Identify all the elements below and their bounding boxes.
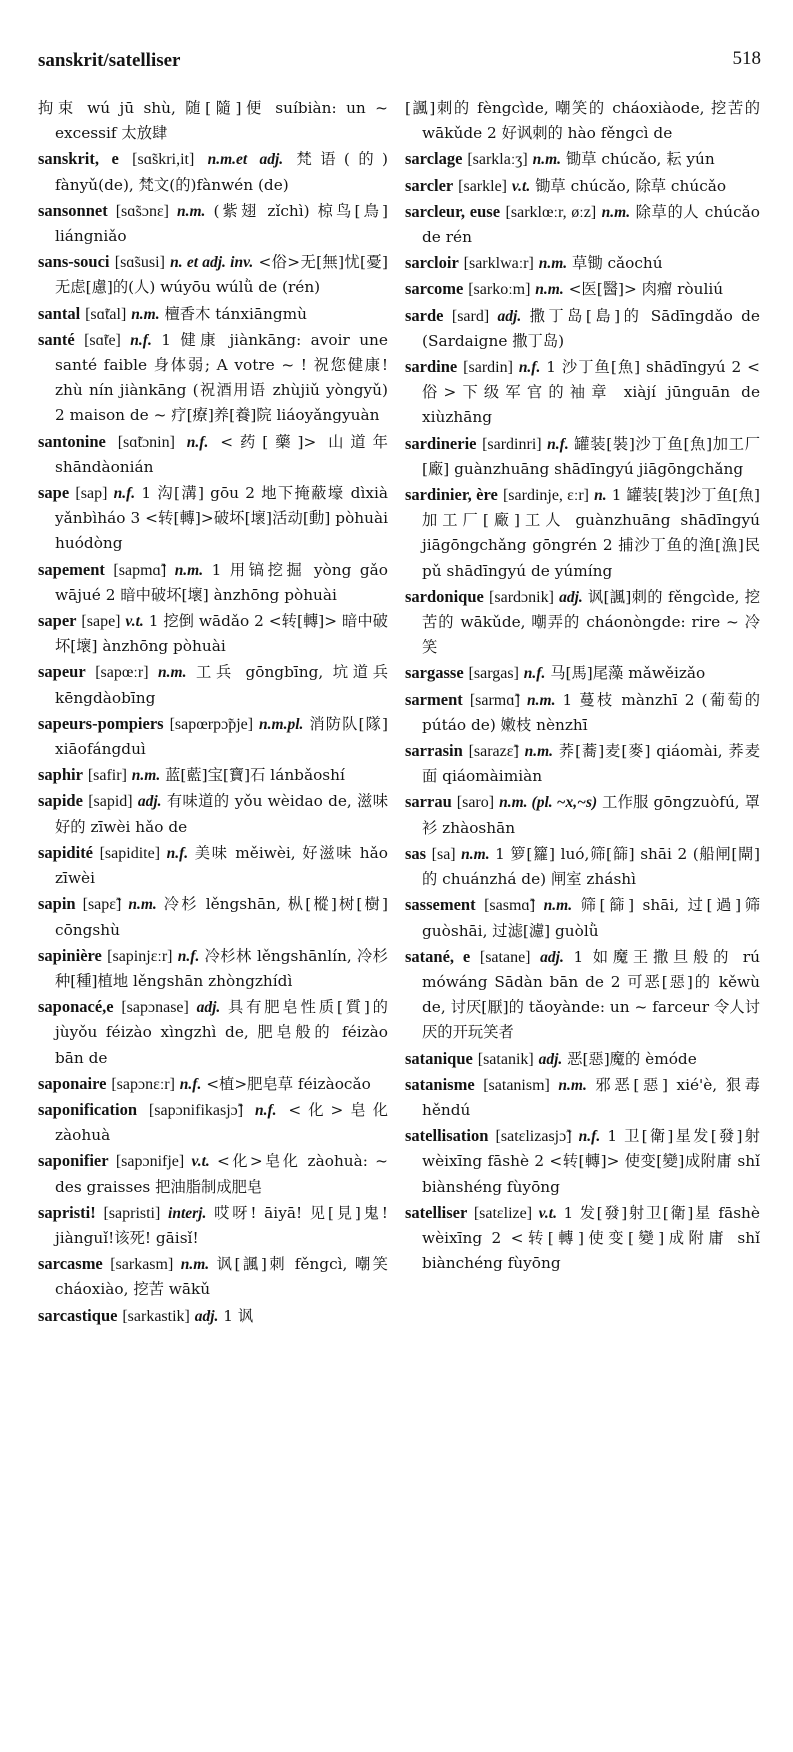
dictionary-entry bbox=[38, 301, 388, 327]
entry-headword: sapement bbox=[38, 559, 105, 579]
entry-headword: sardinerie bbox=[405, 433, 477, 453]
entry-grammar: adj. bbox=[559, 588, 583, 606]
dictionary-entry bbox=[405, 250, 760, 276]
entry-grammar: n.f. bbox=[186, 433, 209, 451]
entry-headword: sapinière bbox=[38, 945, 102, 965]
dictionary-entry bbox=[38, 557, 388, 608]
entry-grammar: adj. bbox=[497, 307, 522, 325]
entry-grammar: n.m. bbox=[128, 896, 157, 914]
entry-phonetic: [satanik] bbox=[477, 1050, 534, 1068]
entry-definition: <医[醫]> 肉瘤 ròuliú bbox=[568, 280, 724, 299]
dictionary-entry bbox=[405, 173, 760, 199]
entry-definition: 撒丁岛[島]的 Sādīngdǎo de (Sardaigne 撒丁岛) bbox=[422, 306, 760, 350]
dictionary-entry bbox=[405, 431, 760, 482]
entry-definition: 哎呀! āiyā! 见[見]鬼! jiànguǐ!该死! gāisǐ! bbox=[55, 1203, 388, 1247]
entry-headword: sarcasme bbox=[38, 1254, 103, 1274]
entry-grammar: n.f. bbox=[578, 1128, 601, 1146]
entry-phonetic: [sapidite] bbox=[99, 844, 161, 862]
dictionary-entry bbox=[405, 687, 760, 738]
entry-headword: sanskrit, e bbox=[38, 149, 119, 169]
entry-phonetic: [sarkle] bbox=[458, 177, 507, 195]
entry-definition: 1 健康 jiànkāng: avoir une santé faible 身体弱; A votre ~ ! 祝您健康! zhù nín jiànkāng (祝酒用语 zhùjiǔ yòngyǔ) 2 maison de ~ 疗[療]养[養]院 liáoyǎngyuàn bbox=[55, 330, 388, 425]
entry-definition: (紫翅 zǐchì) 椋鸟[鳥] liángniǎo bbox=[55, 201, 388, 246]
entry-definition: 1 箩[籮] luó,筛[篩] shāi 2 (船闸[閘]的 chuánzhá de) 闸室 zháshì bbox=[422, 844, 760, 889]
entry-headword: sarrasin bbox=[405, 741, 463, 761]
dictionary-entry bbox=[405, 199, 760, 250]
entry-headword: sarcastique bbox=[38, 1305, 118, 1325]
entry-grammar: n.m. bbox=[131, 767, 161, 785]
entry-phonetic: [sasmɑ̃] bbox=[484, 897, 536, 915]
entry-phonetic: [saro] bbox=[456, 794, 495, 812]
dictionary-entry bbox=[405, 1200, 760, 1277]
entry-grammar: adj. bbox=[194, 1307, 219, 1325]
entry-phonetic: [sapinjɛːr] bbox=[107, 947, 173, 965]
dictionary-entry bbox=[405, 584, 760, 661]
dictionary-entry bbox=[38, 1251, 388, 1302]
entry-definition: 马[馬]尾藻 mǎwěizǎo bbox=[550, 664, 706, 683]
dictionary-entry bbox=[38, 96, 388, 146]
entry-phonetic: [sardinri] bbox=[482, 435, 542, 453]
entry-headword: satanisme bbox=[405, 1074, 475, 1094]
entry-phonetic: [sarkastik] bbox=[122, 1307, 190, 1325]
dictionary-entry bbox=[405, 789, 760, 840]
entry-grammar: v.t. bbox=[125, 613, 144, 631]
entry-phonetic: [sɑ̃sɔnɛ] bbox=[115, 202, 169, 220]
entry-headword: saper bbox=[38, 611, 77, 631]
dictionary-entry bbox=[38, 1303, 388, 1329]
entry-headword: sarcloir bbox=[405, 253, 459, 273]
entry-phonetic: [sɑ̃susi] bbox=[114, 254, 165, 272]
entry-grammar: v.t. bbox=[191, 1153, 210, 1171]
entry-headword: sarment bbox=[405, 689, 463, 709]
entry-grammar: n.m. bbox=[535, 281, 564, 299]
entry-phonetic: [satɛlize] bbox=[473, 1204, 533, 1222]
entry-headword: santonine bbox=[38, 431, 106, 451]
entry-headword: sarde bbox=[405, 305, 444, 325]
entry-definition: 檀香木 tánxiāngmù bbox=[164, 304, 308, 323]
dictionary-entry bbox=[38, 1071, 388, 1097]
entry-grammar: n. et adj. inv. bbox=[170, 254, 254, 272]
entry-phonetic: [sapristi] bbox=[103, 1204, 161, 1222]
entry-headword: sansonnet bbox=[38, 200, 108, 220]
entry-grammar: n.m. bbox=[532, 151, 562, 169]
entry-phonetic: [sapɔnifje] bbox=[115, 1153, 185, 1171]
entry-grammar: n.f. bbox=[179, 1075, 202, 1093]
right-column bbox=[405, 96, 760, 1276]
entry-definition: 邪恶[惡] xié'è, 狠毒 hěndú bbox=[422, 1075, 760, 1119]
entry-headword: saponacé,e bbox=[38, 997, 114, 1017]
entry-definition: 梵语(的) fànyǔ(de), 梵文(的)fànwén (de) bbox=[55, 150, 389, 194]
entry-grammar: n.m. bbox=[524, 743, 554, 761]
entry-definition: 罐装[裝]沙丁鱼[魚]加工厂[廠] guànzhuāng shādīngyú jiāgōngchǎng bbox=[422, 434, 761, 478]
entry-headword: sapin bbox=[38, 894, 76, 914]
entry-grammar: n.f. bbox=[113, 485, 136, 503]
dictionary-entry bbox=[405, 944, 760, 1046]
entry-grammar: n.f. bbox=[523, 665, 546, 683]
entry-headword: sape bbox=[38, 483, 70, 503]
entry-definition: 筛[篩] shāi, 过[過]筛 guòshāi, 过滤[濾] guòlǜ bbox=[422, 896, 760, 940]
dictionary-entry bbox=[38, 1097, 388, 1148]
entry-headword: sarcome bbox=[405, 279, 464, 299]
entry-phonetic: [sarklwaːr] bbox=[463, 255, 534, 273]
entry-phonetic: [satɛlizasjɔ̃] bbox=[495, 1128, 572, 1146]
entry-phonetic: [sardinje, ɛːr] bbox=[502, 487, 589, 505]
entry-definition: 1 蔓枝 mànzhī 2 (葡萄的 pútáo de) 嫩枝 nènzhī bbox=[422, 690, 760, 734]
entry-headword: santé bbox=[38, 329, 75, 349]
entry-definition: 1 如魔王撒旦般的 rú mówáng Sādàn bān de 2 可恶[惡]的 kěwù de, 讨厌[厭]的 tǎoyànde: un ~ farceur 令人讨厌的开玩笑者 bbox=[422, 947, 760, 1042]
entry-phonetic: [sapɔnifikasjɔ̃] bbox=[148, 1101, 244, 1119]
entry-headword: satelliser bbox=[405, 1202, 468, 1222]
entry-definition: 美味 měiwèi, 好滋味 hǎo zīwèi bbox=[55, 843, 388, 888]
dictionary-entry bbox=[405, 146, 760, 172]
entry-definition: <化>皂化 zàohuà bbox=[55, 1100, 388, 1145]
entry-grammar: n.f. bbox=[166, 844, 189, 862]
entry-phonetic: [sargas] bbox=[468, 665, 519, 683]
dictionary-entry bbox=[38, 608, 388, 659]
entry-headword: sapide bbox=[38, 791, 83, 811]
entry-phonetic: [sarmɑ̃] bbox=[469, 691, 520, 709]
dictionary-entry bbox=[38, 943, 388, 994]
entry-phonetic: [safir] bbox=[87, 767, 127, 785]
entry-headword: sassement bbox=[405, 895, 476, 915]
entry-grammar: v.t. bbox=[538, 1204, 557, 1222]
dictionary-entry bbox=[38, 146, 388, 197]
running-head-guide-words: sanskrit/satelliser bbox=[38, 50, 181, 71]
entry-grammar: n.f. bbox=[254, 1101, 277, 1119]
entry-headword: sapeurs-pompiers bbox=[38, 713, 164, 733]
entry-definition: 1 卫[衛]星发[發]射 wèixīng fāshè 2 <转[轉]> 使变[變]成附庸 shǐ biànshéng fùyōng bbox=[422, 1127, 760, 1196]
entry-headword: saponifier bbox=[38, 1151, 109, 1171]
entry-definition: 1 发[發]射卫[衛]星 fāshè wèixīng 2 <转[轉]使变[變]成附庸 shǐ biànchéng fùyōng bbox=[422, 1203, 760, 1273]
entry-headword: sardine bbox=[405, 357, 458, 377]
entry-definition: <俗>无[無]忧[憂]无虑[慮]的(人) wúyōu wúlǜ de (rén) bbox=[55, 253, 388, 297]
entry-grammar: n.m.et adj. bbox=[207, 151, 284, 169]
entry-grammar: adj. bbox=[538, 1050, 563, 1068]
entry-phonetic: [sarklœːr, øːz] bbox=[505, 203, 597, 221]
dictionary-entry bbox=[405, 276, 760, 302]
entry-headword: saponaire bbox=[38, 1073, 107, 1093]
entry-phonetic: [sa] bbox=[431, 845, 456, 863]
entry-definition: 冷杉林 lěngshānlín, 冷杉种[種]植地 lěngshān zhòngzhídì bbox=[55, 946, 388, 990]
entry-definition: 草锄 cǎochú bbox=[572, 254, 663, 273]
entry-definition: <药[藥]> 山道年 shāndàonián bbox=[55, 432, 388, 476]
dictionary-entry bbox=[38, 762, 388, 788]
entry-definition: 消防队[隊] xiāofángduì bbox=[55, 714, 388, 759]
entry-definition: 工作服 gōngzuòfú, 罩衫 zhàoshān bbox=[422, 793, 760, 837]
entry-phonetic: [sapɛ̃] bbox=[82, 896, 122, 914]
entry-phonetic: [sard] bbox=[451, 307, 490, 325]
left-column bbox=[38, 96, 388, 1329]
entry-phonetic: [sɑ̃tal] bbox=[85, 305, 127, 323]
entry-grammar: v.t. bbox=[511, 177, 531, 195]
entry-grammar: adj. bbox=[540, 948, 564, 966]
entry-grammar: n.m. bbox=[461, 845, 490, 863]
entry-definition: 讽[諷]刺的 fěngcìde, 挖苦的 wākǔde, 嘲弄的 cháonòngde: rire ~ 冷笑 bbox=[422, 587, 760, 657]
entry-definition: [諷]刺的 fèngcìde, 嘲笑的 cháoxiàode, 挖苦的 wākǔde 2 好讽刺的 hào fěngcì de bbox=[405, 99, 760, 143]
entry-grammar: n.m. bbox=[543, 897, 573, 915]
entry-phonetic: [sarkasm] bbox=[110, 1256, 174, 1274]
entry-headword: sarcler bbox=[405, 175, 454, 195]
entry-definition: 蓝[藍]宝[寶]石 lánbǎoshí bbox=[165, 766, 345, 785]
dictionary-entry bbox=[405, 841, 760, 892]
entry-headword: santal bbox=[38, 303, 81, 323]
entry-phonetic: [sarklaːʒ] bbox=[467, 151, 528, 169]
entry-grammar: n.m. bbox=[601, 203, 631, 221]
entry-phonetic: [sapmɑ̃] bbox=[113, 561, 167, 579]
entry-headword: sas bbox=[405, 843, 427, 863]
entry-headword: satellisation bbox=[405, 1126, 489, 1146]
entry-grammar: n.m. (pl. ~x,~s) bbox=[499, 794, 598, 812]
entry-phonetic: [sape] bbox=[81, 613, 121, 631]
entry-definition: 工兵 gōngbīng, 坑道兵 kēngdàobīng bbox=[55, 663, 388, 707]
entry-definition: 1 沙丁鱼[魚] shādīngyú 2 <俗>下级军官的袖章 xiàjí jūnguān de xiùzhāng bbox=[422, 358, 760, 427]
dictionary-entry bbox=[405, 1046, 760, 1072]
entry-phonetic: [sapɔnɛːr] bbox=[111, 1075, 175, 1093]
entry-phonetic: [sap] bbox=[75, 485, 108, 503]
entry-grammar: n.f. bbox=[130, 331, 152, 349]
entry-definition: 1 挖倒 wādǎo 2 <转[轉]> 暗中破坏[壞] ànzhōng pòhuài bbox=[55, 612, 388, 656]
dictionary-entry bbox=[38, 788, 388, 839]
entry-phonetic: [satane] bbox=[479, 948, 531, 966]
dictionary-entry bbox=[405, 660, 760, 686]
dictionary-entry bbox=[38, 480, 388, 557]
entry-grammar: n.m. bbox=[558, 1076, 587, 1094]
entry-definition: 1 讽 bbox=[223, 1306, 254, 1325]
dictionary-entry bbox=[38, 659, 388, 710]
entry-definition: 有味道的 yǒu wèidao de, 滋味好的 zīwèi hǎo de bbox=[55, 792, 388, 836]
entry-definition: 锄草 chúcǎo, 除草 chúcǎo bbox=[535, 176, 727, 195]
entry-headword: sardonique bbox=[405, 586, 484, 606]
entry-grammar: n.m. bbox=[158, 664, 187, 682]
entry-headword: sarclage bbox=[405, 149, 463, 169]
entry-definition: 锄草 chúcǎo, 耘 yún bbox=[565, 150, 715, 169]
entry-grammar: n.f. bbox=[518, 359, 541, 377]
dictionary-entry bbox=[405, 354, 760, 431]
dictionary-entry bbox=[38, 711, 388, 762]
entry-headword: saponification bbox=[38, 1099, 138, 1119]
entry-definition: 1 沟[溝] gōu 2 地下掩蔽壕 dìxià yǎnbìháo 3 <转[轉]>破坏[壞]活动[動] pòhuài huódòng bbox=[55, 484, 389, 553]
entry-grammar: n.m.pl. bbox=[259, 715, 304, 733]
entry-definition: <植>肥皂草 féizàocǎo bbox=[206, 1074, 371, 1093]
entry-definition: 1 罐装[裝]沙丁鱼[魚]加工厂[廠]工人 guànzhuāng shādīngyú jiāgōngchǎng gōngrén 2 捕沙丁鱼的渔[漁]民 pǔ shādīngyú de yúmíng bbox=[422, 486, 761, 580]
page-number: 518 bbox=[732, 48, 761, 69]
entry-phonetic: [sardin] bbox=[463, 359, 513, 377]
dictionary-entry bbox=[405, 1123, 760, 1200]
entry-phonetic: [sɑ̃skri,it] bbox=[132, 151, 195, 169]
entry-definition: 荞[蕎]麦[麥] qiáomài, 荞麦面 qiáomàimiàn bbox=[422, 742, 760, 786]
entry-grammar: n.m. bbox=[180, 1256, 210, 1274]
dictionary-entry bbox=[405, 96, 760, 146]
dictionary-entry bbox=[38, 198, 388, 249]
entry-headword: sapristi! bbox=[38, 1202, 96, 1222]
entry-definition: 1 用镐挖掘 yòng gǎo wājué 2 暗中破坏[壞] ànzhōng pòhuài bbox=[55, 560, 388, 604]
entry-headword: saphir bbox=[38, 765, 83, 785]
entry-headword: sapeur bbox=[38, 662, 86, 682]
entry-grammar: n.m. bbox=[527, 691, 556, 709]
dictionary-entry bbox=[405, 892, 760, 943]
dictionary-entry bbox=[405, 1072, 760, 1123]
dictionary-entry bbox=[38, 249, 388, 300]
dictionary-entry bbox=[405, 482, 760, 584]
entry-headword: satané, e bbox=[405, 946, 471, 966]
dictionary-entry bbox=[38, 429, 388, 480]
entry-grammar: n.m. bbox=[131, 305, 160, 323]
entry-phonetic: [sapɔnase] bbox=[121, 999, 189, 1017]
entry-headword: sans-souci bbox=[38, 252, 110, 272]
entry-phonetic: [satanism] bbox=[483, 1076, 550, 1094]
entry-grammar: n.m. bbox=[538, 255, 568, 273]
entry-headword: sarcleur, euse bbox=[405, 201, 501, 221]
entry-definition: 除草的人 chúcǎo de rén bbox=[422, 202, 760, 247]
entry-definition: 拘束 wú jū shù, 随[隨]便 suíbiàn: un ~ excessif 太放肆 bbox=[38, 99, 388, 143]
entry-headword: satanique bbox=[405, 1048, 473, 1068]
entry-grammar: adj. bbox=[137, 793, 162, 811]
entry-grammar: n.m. bbox=[177, 202, 206, 220]
entry-phonetic: [sapid] bbox=[88, 793, 133, 811]
dictionary-entry bbox=[405, 738, 760, 789]
entry-headword: sarrau bbox=[405, 792, 452, 812]
dictionary-entry bbox=[38, 327, 388, 429]
entry-headword: sardinier, ère bbox=[405, 485, 498, 505]
entry-grammar: n. bbox=[594, 487, 607, 505]
entry-definition: 恶[惡]魔的 èmóde bbox=[567, 1049, 697, 1068]
entry-phonetic: [sapœːr] bbox=[95, 664, 149, 682]
entry-phonetic: [sarkoːm] bbox=[468, 281, 531, 299]
dictionary-entry bbox=[38, 891, 388, 942]
entry-grammar: adj. bbox=[196, 999, 221, 1017]
entry-phonetic: [sɑ̃tɔnin] bbox=[117, 433, 175, 451]
entry-definition: <化>皂化 zàohuà: ~ des graisses 把油脂制成肥皂 bbox=[55, 1152, 388, 1196]
entry-definition: 冷杉 lěngshān, 枞[樅]树[樹] cōngshù bbox=[55, 895, 388, 939]
entry-grammar: n.f. bbox=[547, 435, 569, 453]
dictionary-entry bbox=[38, 994, 388, 1071]
entry-definition: 具有肥皂性质[質]的 jùyǒu féizào xìngzhì de, 肥皂般的 féizào bān de bbox=[55, 998, 388, 1067]
entry-headword: sargasse bbox=[405, 663, 464, 683]
dictionary-entry bbox=[38, 1148, 388, 1199]
entry-phonetic: [sapœrpɔ̃pje] bbox=[169, 715, 254, 733]
entry-grammar: n.f. bbox=[177, 947, 200, 965]
entry-grammar: n.m. bbox=[174, 561, 204, 579]
entry-phonetic: [sarazɛ̃] bbox=[468, 743, 519, 761]
entry-definition: 讽[諷]刺 fěngcì, 嘲笑 cháoxiào, 挖苦 wākǔ bbox=[55, 1255, 388, 1299]
entry-headword: sapidité bbox=[38, 842, 94, 862]
dictionary-entry bbox=[38, 840, 388, 891]
dictionary-entry bbox=[38, 1200, 388, 1251]
entry-phonetic: [sardɔnik] bbox=[489, 588, 554, 606]
dictionary-entry bbox=[405, 303, 760, 354]
entry-phonetic: [sɑ̃te] bbox=[84, 331, 121, 349]
entry-grammar: interj. bbox=[168, 1204, 207, 1222]
